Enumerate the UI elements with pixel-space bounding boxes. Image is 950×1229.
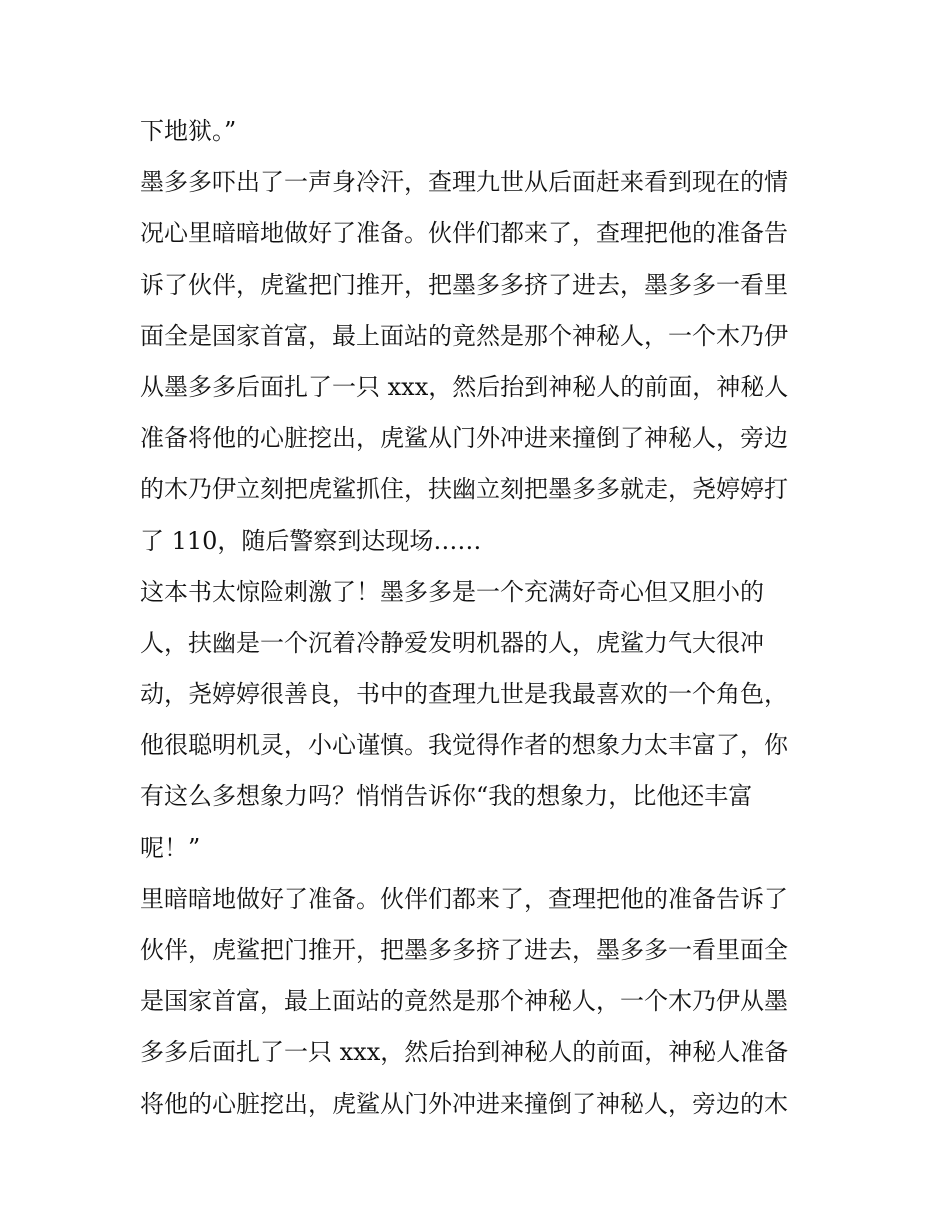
text-line: 人，扶幽是一个沉着冷静爱发明机器的人，虎鲨力气大很冲 [140, 628, 764, 657]
text-line: 他很聪明机灵，小心谨慎。我觉得作者的想象力太丰富了，你 [140, 731, 788, 760]
text-line: 有这么多想象力吗？悄悄告诉你“我的想象力，比他还丰富 [140, 782, 753, 811]
text-line: 诉了伙伴，虎鲨把门推开，把墨多多挤了进去，墨多多一看里 [140, 270, 788, 299]
text-line: 动，尧婷婷很善良，书中的查理九世是我最喜欢的一个角色， [140, 680, 788, 709]
text-line: 从墨多多后面扎了一只 xxx，然后抬到神秘人的前面，神秘人 [140, 372, 789, 401]
text-line: 了 110，随后警察到达现场…… [140, 526, 482, 555]
text-line: 里暗暗地做好了准备。伙伴们都来了，查理把他的准备告诉了 [140, 884, 788, 913]
text-line: 下地狱。” [140, 117, 237, 145]
text-line: 是国家首富，最上面站的竟然是那个神秘人，一个木乃伊从墨 [140, 987, 788, 1016]
text-line: 多多后面扎了一只 xxx，然后抬到神秘人的前面，神秘人准备 [140, 1038, 789, 1067]
text-line: 将他的心脏挖出，虎鲨从门外冲进来撞倒了神秘人，旁边的木 [140, 1089, 788, 1118]
text-line: 的木乃伊立刻把虎鲨抓住，扶幽立刻把墨多多就走，尧婷婷打 [140, 475, 788, 504]
text-line: 伙伴，虎鲨把门推开，把墨多多挤了进去，墨多多一看里面全 [140, 936, 788, 964]
text-line: 呢！” [140, 833, 201, 862]
text-line: 准备将他的心脏挖出，虎鲨从门外冲进来撞倒了神秘人，旁边 [140, 424, 788, 453]
text-line: 况心里暗暗地做好了准备。伙伴们都来了，查理把他的准备告 [140, 219, 788, 248]
text-line: 这本书太惊险刺激了！墨多多是一个充满好奇心但又胆小的 [140, 577, 764, 606]
text-line: 面全是国家首富，最上面站的竟然是那个神秘人，一个木乃伊 [140, 321, 788, 350]
body-text [140, 106, 820, 1130]
text-line: 墨多多吓出了一声身冷汗，查理九世从后面赶来看到现在的情 [140, 168, 788, 197]
